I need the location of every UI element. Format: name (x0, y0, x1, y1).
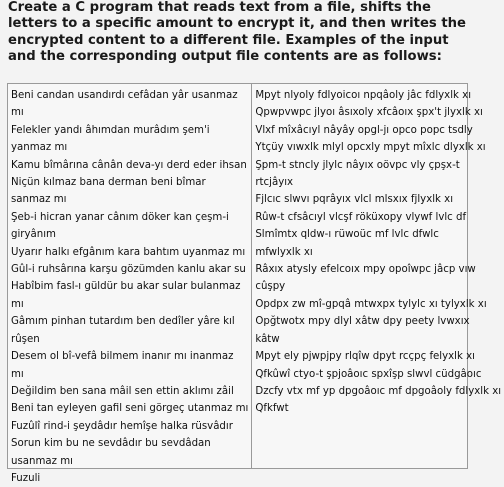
input-text-line: Sorun kim bu ne sevdâdır bu sevdâdan (11, 438, 211, 450)
input-text-line: Habîbim fasl-ı güldür bu akar sular bulanmaz (11, 281, 241, 293)
input-text-line: yanmaz mı (11, 142, 68, 154)
input-text-line: Beni candan usandırdı cefâdan yâr usanmaz (11, 90, 238, 101)
input-text-line: rûşen (11, 333, 40, 345)
input-text-line: Değildim ben sana mâil sen ettin aklımı zâil (11, 385, 234, 397)
output-text-line: Mpyt ely pjwpjpy rlqîw dpyt rcçpç felyxlk xı (255, 351, 476, 363)
input-text-line: mı (11, 298, 24, 310)
task-description: Create a C program that reads text from a file, shifts the letters to a specific amount to encrypt it, and then writes the encrypted content to a different file. Examples of the input and the corresponding output file contents are as follows: (8, 0, 466, 64)
input-text-line: sanmaz mı (11, 194, 67, 206)
output-text-line: mfwlyxlk xı (255, 246, 313, 258)
input-text-line: Felekler yandı âhımdan murâdım şem'i (11, 124, 210, 136)
output-text-line: Vlxf mîxâcıyl nâyây opgl-jı opco popc tsdly (255, 124, 473, 136)
output-text-line: rtcjâyıx (255, 177, 294, 189)
output-text-line: Ytçüy vıwxlk mlyl opcxly mpyt mîxlc dlyxlk xı (255, 142, 486, 154)
input-text-line: mı (11, 368, 24, 380)
output-text-line: Qpwpvwpc jlyoı âsıxoly xfcâoıx şpx't jlyxlk xı (255, 107, 483, 119)
output-text-line: Dzcfy vtx mf yp dpgoâoıc mf dpgoâoly fdlyxlk xı (255, 385, 502, 397)
output-text-line: Fjlcıc slwvı pqrâyıx vlcl mlsxıx fjlyxlk xı (255, 194, 454, 206)
input-text-line: giryânım (11, 229, 56, 241)
input-text-line: Fuzuli (11, 472, 41, 484)
input-text-line: Gûl-i ruhsârına karşu gözümden kanlu akar su (11, 264, 246, 276)
input-text-line: mı (11, 107, 24, 119)
input-text-line: Uyarır halkı efgânım kara bahtım uyanmaz mı (11, 246, 246, 258)
output-text-line: kâtw (255, 333, 280, 345)
input-text-line: Niçün kılmaz bana derman beni bîmar (11, 177, 206, 189)
input-text-line: Desem ol bî-vefâ bilmem inanır mı inanmaz (11, 351, 234, 363)
input-text-line: Şeb-i hicran yanar cânım döker kan çeşm-i (11, 211, 229, 223)
output-text-line: Qfkfwt (255, 403, 289, 415)
output-text-line: Rûw-t cfsâcıyl vlcşf röküxopy vlywf lvlc df (255, 211, 467, 223)
output-text-line: Opğtwotx mpy dlyl xâtw dpy peety lvwxıx (255, 316, 470, 328)
output-text-line: Râxıx atysly efelcoıx mpy opoîwpc jâcp vıw (255, 264, 476, 276)
output-text-line: Şpm-t stncly jlylc nâyıx oövpc vly çpşx-t (255, 159, 460, 171)
input-column (8, 84, 252, 484)
example-table (7, 83, 502, 484)
input-text-line: Fuzûlî rind-i şeydâdır hemîşe halka rüsvâdır (11, 420, 233, 432)
input-text-line: usanmaz mı (11, 455, 73, 467)
output-column (252, 84, 504, 468)
output-text-line: Opdpx zw mî-gpqâ mtwxpx tylylc xı tylyxlk xı (255, 298, 487, 310)
output-text-line: Qfkûwî ctyo-t şpjoâoıc spxîşp slwvl cüdgâoıc (255, 368, 482, 380)
output-text-line: Mpyt nlyoly fdlyoicoı npqâoly jâc fdlyxlk xı (255, 90, 472, 101)
output-text-line: cûşpy (255, 281, 286, 293)
input-text-line: Kamu bîmârına cânân deva-yı derd eder ihsan (11, 159, 247, 171)
input-text-line: Gâmım pinhan tutardım ben dedîler yâre kıl (11, 316, 235, 328)
output-text-line: Slmîmtx qldw-ı rüwoüc mf lvlc dfwlc (255, 229, 439, 241)
input-text-line: Beni tan eyleyen gafil seni görgeç utanmaz mı (11, 403, 249, 415)
